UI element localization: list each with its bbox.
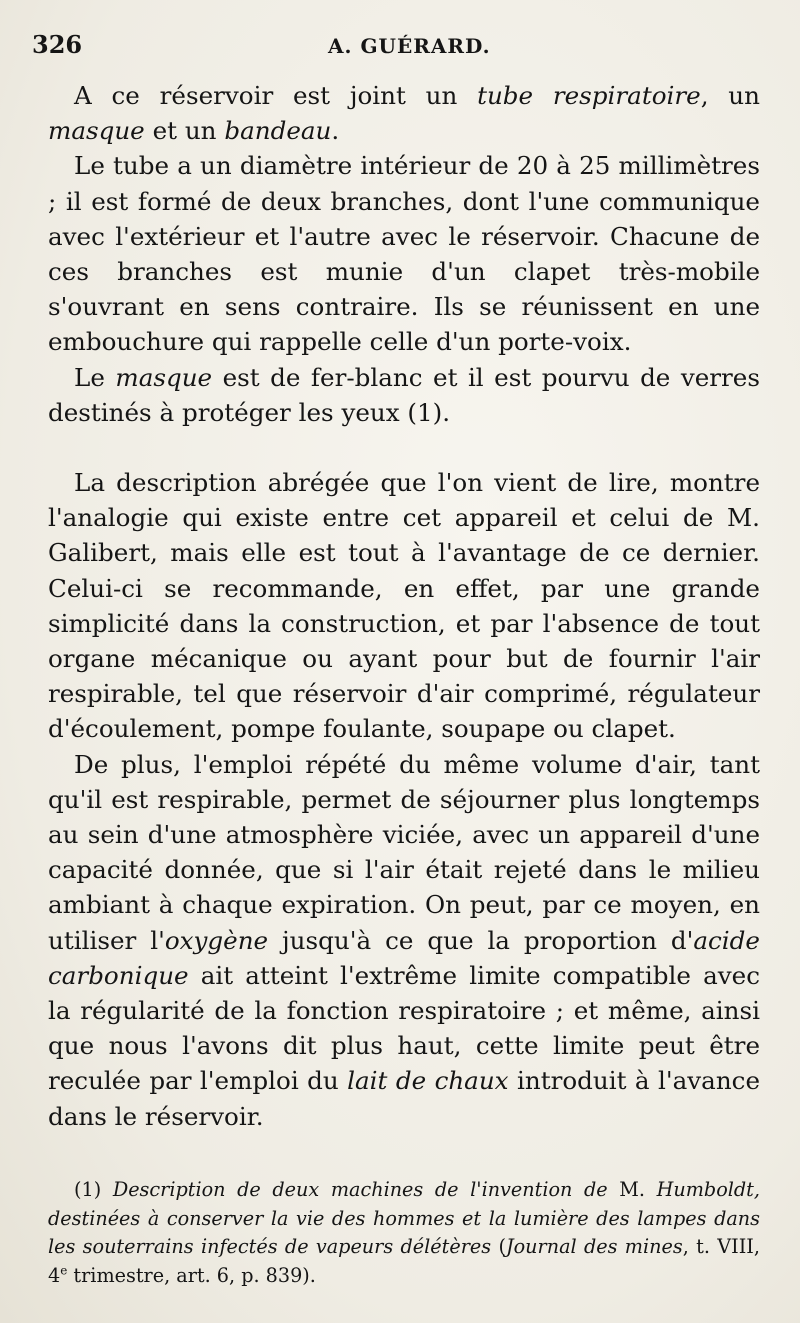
footnote-run: , t. VIII, 4 xyxy=(48,1235,760,1287)
footnote-run: ( xyxy=(498,1235,506,1258)
footnote-run: Journal des mines xyxy=(505,1235,683,1258)
italic-text: tube respiratoire xyxy=(477,81,701,110)
italic-text: bandeau xyxy=(224,116,332,146)
italic-text: oxygène xyxy=(164,925,269,955)
superscript: e xyxy=(60,1263,68,1278)
footnote-run: M. xyxy=(619,1178,646,1201)
running-head: A. GUÉRARD. xyxy=(328,34,491,58)
text-run: De plus, l'emploi répété du même volume d'air, tant qu'il est respirable, permet de séjourner plus longtemps au sein d'une atmosphère viciée, avec un appareil d'une capacité donnée, que si l'air était rejeté dans le milieu ambiant à chaque expiration. On peut, par ce moyen, en utiliser l' xyxy=(48,749,760,955)
paragraph xyxy=(48,465,760,747)
italic-text: acide carbonique xyxy=(48,925,760,990)
text-run: ait atteint l'extrême limite compatible avec la régularité de la fonction respiratoire ; et même, ainsi que nous l'avons dit plus haut, cette limite peut être reculée par l'emploi du xyxy=(48,960,760,1096)
page-header xyxy=(32,30,762,70)
page-number: 326 xyxy=(32,30,83,59)
text-run: Le tube a un diamètre intérieur de 20 à 25 millimètres ; il est formé de deux branches, dont l'une communique avec l'extérieur et l'autre avec le réservoir. Chacune de ces branches est munie d'un clapet très-mobile s'ouvrant en sens contraire. Ils se réunissent en une embouchure qui rappelle celle d'un porte-voix. xyxy=(48,151,760,357)
footnote-run: (1) xyxy=(74,1178,113,1201)
text-run: A ce réservoir est joint un xyxy=(74,81,478,110)
text-run: et un xyxy=(144,116,225,146)
text-run: introduit à l'avance dans le réservoir. xyxy=(48,1066,760,1131)
text-run: Le xyxy=(74,362,116,392)
footnote xyxy=(48,1176,760,1290)
paragraph xyxy=(48,148,760,359)
footnote-run: trimestre, art. 6, p. 839). xyxy=(67,1263,316,1287)
main-text xyxy=(48,78,760,1134)
italic-text: lait de chaux xyxy=(347,1066,509,1096)
text-run: jusqu'à ce que la proportion d' xyxy=(268,925,694,955)
text-run: La description abrégée que l'on vient de lire, montre l'analogie qui existe entre cet appareil et celui de M. Galibert, mais elle est tout à l'avantage de ce dernier. Celui-ci se recommande, en effet, par une grande simplicité dans la construction, et par l'absence de tout organe mécanique ou ayant pour but de fournir l'air respirable, tel que réservoir d'air comprimé, régulateur d'écoulement, pompe foulante, soupape ou clapet. xyxy=(48,468,760,744)
text-run: est de fer-blanc et il est pourvu de verres destinés à protéger les yeux (1). xyxy=(48,362,760,427)
paragraph xyxy=(48,78,760,148)
text-run: , un xyxy=(700,81,760,110)
paragraph xyxy=(48,360,760,430)
text-run: . xyxy=(331,116,340,146)
footnotes xyxy=(48,1176,760,1290)
italic-text: masque xyxy=(48,116,145,146)
footnote-run: Humboldt, destinées à conserver la vie des hommes et la lumière des lampes dans les souterrains infectés de vapeurs délétères xyxy=(48,1178,760,1258)
italic-text: masque xyxy=(115,362,213,392)
paragraph xyxy=(48,747,760,1134)
footnote-run: Description de deux machines de l'invention de xyxy=(112,1178,620,1201)
